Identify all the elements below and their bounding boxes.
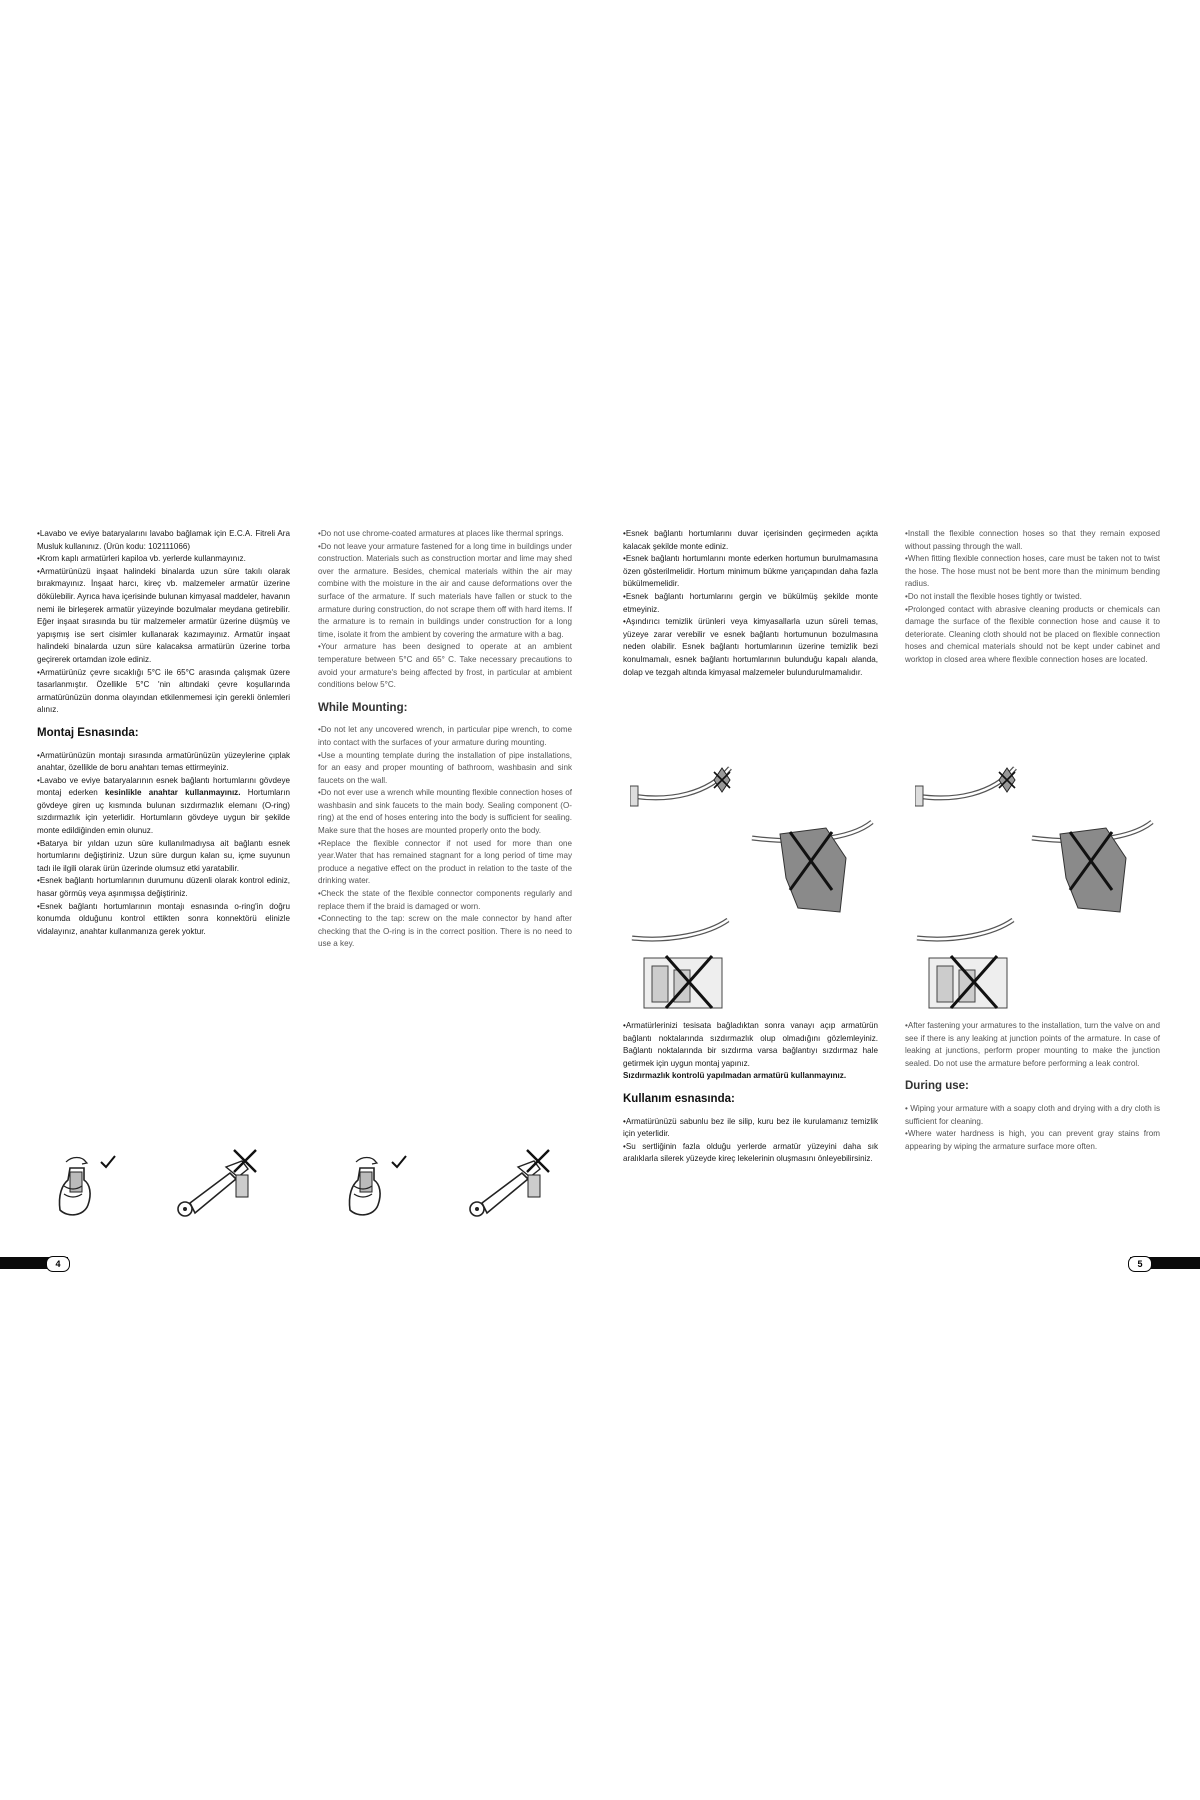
- paragraph: •Do not leave your armature fastened for a long time in buildings under construction. Materials such as construction mortar and lime may shed over the armature. Besides, chemical materials within the air may combine with the moisture in the air and cause deformations over the surface of the armature. If such materials have fallen or stuck to the armature during construction, do not scrape them off with hard items. If the armature is to remain in buildings under construction for a long time, isolate it from the ambient by covering the armature with a bag.: [318, 541, 572, 639]
- check-icon: [99, 1154, 117, 1170]
- paragraph: •Esnek bağlantı hortumlarını monte ederken hortumun burulmamasına özen gösterilmelidir. Hortum minimum bükme yarıçapından daha fazla bükülmemelidir.: [623, 554, 878, 589]
- paragraph: •Aşındırıcı temizlik ürünleri veya kimyasallarla uzun süreli temas, yüzeye zarar verebilir ve esnek bağlantı hortumunun bozulmasına neden olabilir. Esnek bağlantı hortumlarının üzerine temizlik bezi konulmamalı, esnek bağlantı hortumlarının bulunduğu kapalı alanda, dolap ve tezgah altında kimyasal malzemeler bulundurulmamalıdır.: [623, 617, 878, 677]
- cloth-on-hose-icon: [750, 818, 880, 918]
- section-heading: Kullanım esnasında:: [623, 1092, 735, 1105]
- paragraph: •Su sertliğinin fazla olduğu yerlerde armatür yüzeyini daha sık aralıklarla silerek yüzeyde kireç lekelerinin oluşmasını önleyebilirsiniz.: [623, 1141, 878, 1164]
- paragraph: •Install the flexible connection hoses so that they remain exposed without passing through the wall.: [905, 529, 1160, 551]
- bold-note: Sızdırmazlık kontrolü yapılmadan armatürü kullanmayınız.: [623, 1071, 847, 1081]
- bold-warning: kesinlikle anahtar kullanmayınız.: [105, 788, 241, 798]
- paragraph: •Do not ever use a wrench while mounting flexible connection hoses of washbasin and sink faucets to the main body. Sealing component (O-ring) at the end of hoses entering into the body is sufficient for sealing. Make sure that the hoses are mounted properly onto the body.: [318, 788, 572, 836]
- cross-icon: [232, 1148, 258, 1174]
- paragraph: •Armatürünüz çevre sıcaklığı 5°C ile 65°C arasında çalışmak üzere tasarlanmıştır. Özellikle 5°C 'nin altındaki çevre koşullarında armatürünüzün donma olayından etkilenmemesi için gerekli önlemleri alınız.: [37, 667, 290, 715]
- flexible-hose-icon: [630, 758, 745, 818]
- paragraph: •Armatürlerinizi tesisata bağladıktan sonra vanayı açıp armatürün bağlantı noktalarında sızdırmazlık olup olmadığını gözlemleyiniz. Bağlantı noktalarında bir sızdırma varsa bağlantıyı sızdırmaz hale getirmek için uygun montaj yapınız.: [623, 1021, 878, 1068]
- column-english-left: [318, 528, 572, 951]
- paragraph: •When fitting flexible connection hoses, care must be taken not to twist the hose. The hose must not be bent more than the minimum bending radius.: [905, 554, 1160, 589]
- column-turkish-right-lower: [623, 1020, 878, 1166]
- paragraph: •Armatürünüzü inşaat halindeki binalarda uzun süre takılı olarak bırakmayınız. İnşaat harcı, kireç vb. malzemeler armatür üzerine dökülebilir. Ayrıca hava içerisinde bulunan kimyasal maddeler, havanın nemi ile birleşerek armatür yüzeyinde bozulmalar meydana getirebilir. Eğer inşaat sırasında bu tür malzemeler armatür üzerine düşmüş ve yapışmış ise sert cisimler kullanarak kazımayınız. Armatür inşaat halindeki binalarda uzun süre kalacaksa armatürün üzerine torba geçirerek ortamdan izole ediniz.: [37, 566, 290, 664]
- paragraph: •Lavabo ve eviye bataryalarının esnek bağlantı hortumlarını gövdeye montaj ederken kesinlikle anahtar kullanmayınız. Hortumların gövdeye giren uç kısmında bulunan sızdırmazlık elemanı (O-ring) sızdırmazlık için yeterlidir. Hortumların gövdeye uygun bir şekilde monte edildiğinden emin olunuz.: [37, 775, 290, 836]
- paragraph: •Esnek bağlantı hortumlarının durumunu düzenli olarak kontrol ediniz, hasar görmüş veya aşınmışsa değiştiriniz.: [37, 876, 290, 899]
- column-english-right: [905, 528, 1160, 667]
- paragraph: •Esnek bağlantı hortumlarını duvar içerisinden geçirmeden açıkta kalacak şekilde monte ediniz.: [623, 529, 878, 551]
- paragraph: •Prolonged contact with abrasive cleaning products or chemicals can damage the surface of the flexible connection hose and cause it to deteriorate. Cleaning cloth should not be placed on flexible connection hoses and chemical materials should not be kept under cabinet and worktop in closed area where flexible connection hoses are located.: [905, 604, 1160, 664]
- paragraph: •Replace the flexible connector if not used for more than one year.Water that has remained stagnant for a long period of time may produce a negative effect on the product in relation to the taste of the drinking water.: [318, 838, 572, 886]
- cross-icon: [525, 1148, 551, 1174]
- chemical-bottles-icon: [915, 918, 1030, 1013]
- paragraph: •After fastening your armatures to the installation, turn the valve on and see if there is any leaking at junction points of the armature. In case of leaking at junctions, perform proper mounting to make the junction sealed. Do not use the armature before performing a leak control.: [905, 1021, 1160, 1068]
- paragraph: •Lavabo ve eviye bataryalarını lavabo bağlamak için E.C.A. Fitreli Ara Musluk kullanınız. (Ürün kodu: 102111066): [37, 529, 290, 551]
- paragraph: •Where water hardness is high, you can prevent gray stains from appearing by wiping the armature surface more often.: [905, 1129, 1160, 1151]
- paragraph: •Do not let any uncovered wrench, in particular pipe wrench, to come into contact with the surfaces of your armature during mounting.: [318, 725, 572, 747]
- check-icon: [390, 1154, 408, 1170]
- paragraph: •Armatürünüzün montajı sırasında armatürünüzün yüzeylerine çıplak anahtar, özellikle de boru anahtarı temas ettirmeyiniz.: [37, 750, 290, 773]
- cloth-on-hose-icon: [1030, 818, 1160, 918]
- section-heading: During use:: [905, 1080, 969, 1093]
- chemical-bottles-icon: [630, 918, 745, 1013]
- section-heading: Montaj Esnasında:: [37, 726, 139, 739]
- paragraph: •Batarya bir yıldan uzun süre kullanılmadıysa ait bağlantı esnek hortumlarını değiştiriniz. Uzun süre durgun kalan su, içme suyunun tadı ile ilgili olarak ürün üzerinde olumsuz etki yaratabilir.: [37, 838, 290, 873]
- page-number: 4: [46, 1256, 70, 1272]
- paragraph: • Wiping your armature with a soapy cloth and drying with a dry cloth is sufficient for cleaning.: [905, 1103, 1160, 1126]
- paragraph: •Esnek bağlantı hortumlarını gergin ve bükülmüş şekilde monte etmeyiniz.: [623, 591, 878, 614]
- paragraph: •Esnek bağlantı hortumlarının montajı esnasında o-ring'in doğru konumda olduğunu kontrol ettikten sonra konnektörü elinizle vidalayınız, anahtar kullanmanıza gerek yoktur.: [37, 901, 290, 936]
- paragraph: •Your armature has been designed to operate at an ambient temperature between 5°C and 65° C. Take necessary precautions to avoid your armature's being affected by frost, in particular at ambient conditions below 5°C.: [318, 642, 572, 690]
- right-page: [600, 0, 1200, 1800]
- column-english-right-lower: [905, 1020, 1160, 1153]
- section-heading: While Mounting:: [318, 701, 408, 714]
- paragraph: •Do not install the flexible hoses tightly or twisted.: [905, 591, 1082, 601]
- page-number: 5: [1128, 1256, 1152, 1272]
- paragraph: •Use a mounting template during the installation of pipe installations, for an easy and proper mounting of bathroom, washbasin and sink faucets on the wall.: [318, 750, 572, 785]
- paragraph: •Armatürünüzü sabunlu bez ile silip, kuru bez ile kurulamanız temizlik için yeterlidir.: [623, 1116, 878, 1139]
- paragraph: •Do not use chrome-coated armatures at places like thermal springs.: [318, 529, 564, 538]
- paragraph: •Krom kaplı armatürleri kapiloa vb. yerlerde kullanmayınız.: [37, 554, 246, 564]
- paragraph: •Connecting to the tap: screw on the male connector by hand after checking that the O-ring is in the correct position. There is no need to use a key.: [318, 914, 572, 949]
- paragraph: •Check the state of the flexible connector components regularly and replace them if the braid is damaged or worn.: [318, 889, 572, 911]
- column-turkish-right: [623, 528, 878, 679]
- column-turkish-left: [37, 528, 290, 938]
- flexible-hose-icon: [915, 758, 1030, 818]
